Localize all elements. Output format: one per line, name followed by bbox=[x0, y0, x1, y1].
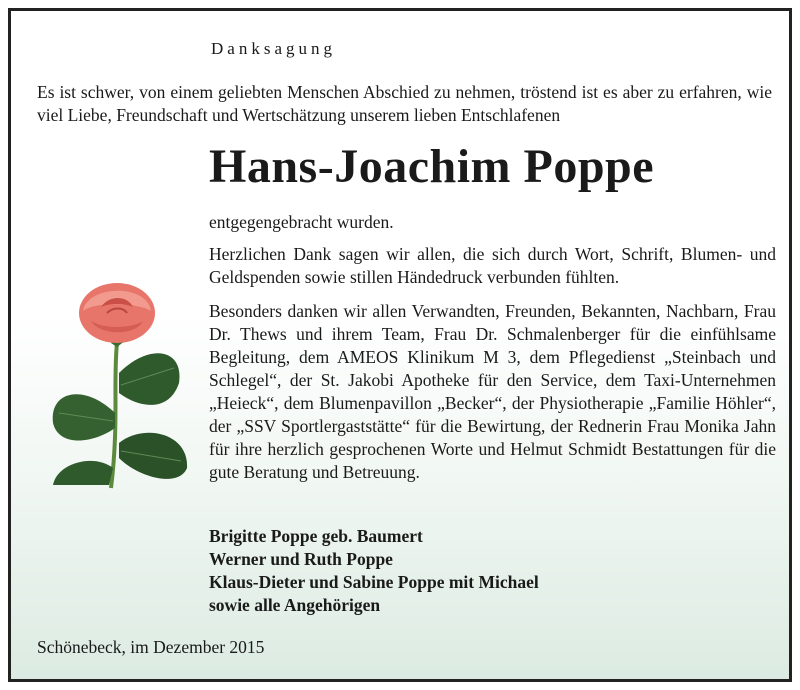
intro-text: Es ist schwer, von einem geliebten Menschen Abschied zu nehmen, tröstend ist es aber zu erfahren, wie viel Liebe, Freundschaft und Wertschätzung unserem lieben Entschlafenen bbox=[37, 82, 772, 125]
signers-list bbox=[209, 525, 539, 617]
notice-frame bbox=[8, 8, 792, 682]
signer-item: Brigitte Poppe geb. Baumert bbox=[209, 526, 423, 546]
paragraph-1: entgegengebracht wurden. bbox=[209, 212, 394, 232]
rose-leaf-lower-left bbox=[53, 461, 113, 485]
rose-image bbox=[39, 273, 199, 493]
deceased-name: Hans-Joachim Poppe bbox=[209, 140, 655, 193]
paragraph-2: Herzlichen Dank sagen wir allen, die sich durch Wort, Schrift, Blumen- und Geldspenden sowie stillen Händedruck verbunden fühlten. bbox=[209, 244, 776, 287]
rose-leaf-left bbox=[53, 394, 115, 440]
signer-item: Werner und Ruth Poppe bbox=[209, 549, 393, 569]
paragraph-3: Besonders danken wir allen Verwandten, Freunden, Bekannten, Nachbarn, Frau Dr. Thews und ihrem Team, Frau Dr. Schmalenberger für die einfühlsame Begleitung, dem AMEOS Klinikum M 3, dem Pflegedienst „Steinbach und Schlegel“, der St. Jakobi Apotheke für den Service, dem Taxi-Unternehmen „Heieck“, dem Blumenpavillon „Becker“, der Physiotherapie „Familie Höhler“, der „SSV Sportlergaststätte“ für die Bewirtung, der Rednerin Frau Monika Jahn für ihre herzlich gesprochenen Worte und Helmut Schmidt Bestattungen für die gute Beratung und Betreuung. bbox=[209, 301, 776, 482]
signer-item: sowie alle Angehörigen bbox=[209, 595, 381, 615]
rose-leaf-right bbox=[119, 353, 179, 405]
signer-item: Klaus-Dieter und Sabine Poppe mit Michael bbox=[209, 572, 539, 592]
closing-line: Schönebeck, im Dezember 2015 bbox=[37, 637, 265, 657]
notice-heading: Danksagung bbox=[211, 39, 336, 58]
